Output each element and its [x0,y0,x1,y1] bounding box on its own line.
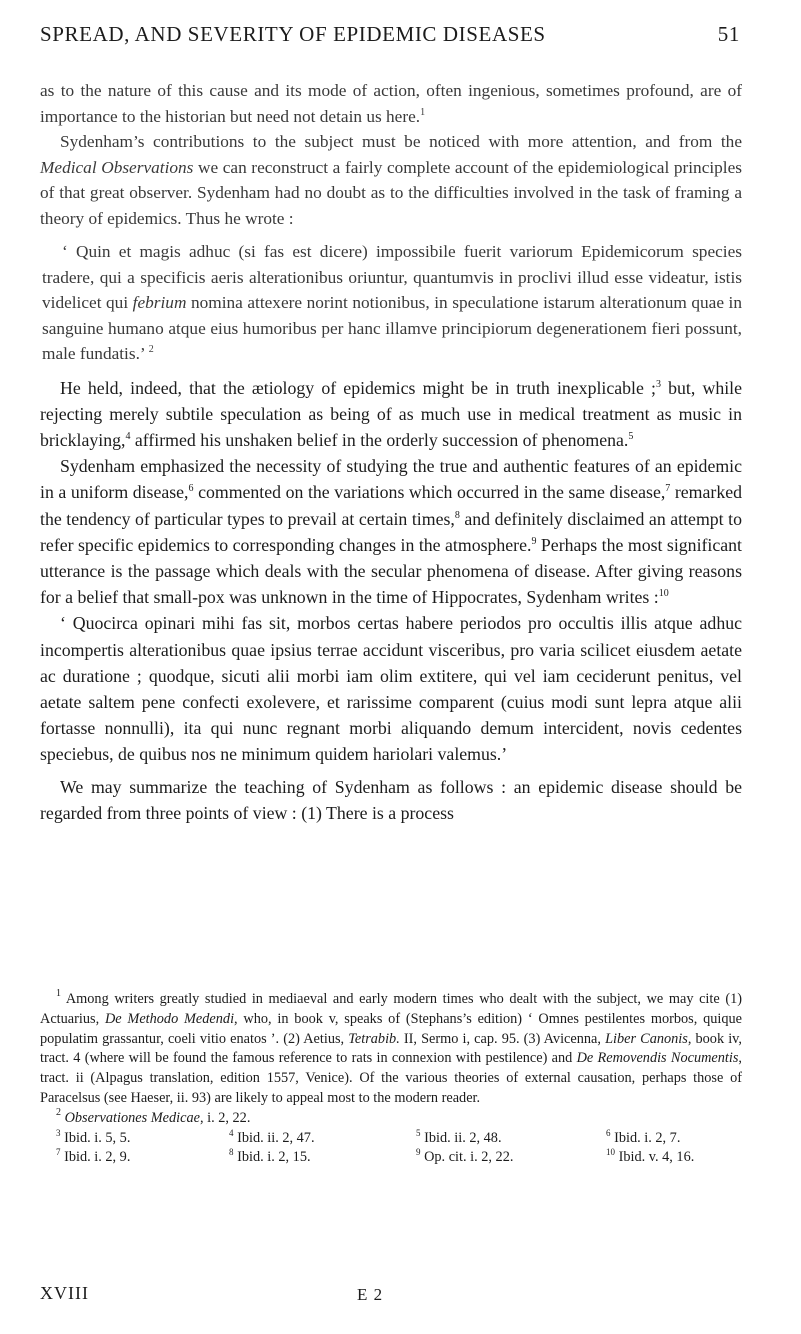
footnote-ref: 2 [148,344,154,355]
footnote-6: $^6$ Ibid. i. 2, 7. [606,1127,681,1146]
footnote-7: $^7$ Ibid. i. 2, 9. [56,1146,131,1165]
footnote-ref: 7 [665,483,671,495]
footnote-ref: 3 [655,378,661,390]
footnote-9: $^9$ Op. cit. i. 2, 22. [416,1146,514,1165]
volume-signature: XVIII [40,1283,89,1303]
latin-quote-1: ‘ Quin et magis adhuc (si fas est dicere) impossibile fuerit variorum Epidemicorum species tradere, qui a specificis aeris alterationibus oriuntur, quantumvis in proclivi illud esse videatur, istis videlicet qui febrium nomina attexere norint notionibus, in speculatione istarum alterationum quae in sanguine humano atque eius humoribus per hanc illamve principiorum degenerationem fieri possunt, male fundatis.’ $^2$ [42,242,742,363]
paragraph-3: He held, indeed, that the ætiology of epidemics might be in truth inexplicable ;$^3$ but, while rejecting merely subtile speculation as being of as much use in medical treatment as music in bricklaying,$^4$ affirmed his unshaken belief in the orderly succession of phenomena.$^5$ [40,377,742,450]
footnote-5: $^5$ Ibid. ii. 2, 48. [416,1127,502,1146]
main-text [40,78,742,826]
footnote-4: $^4$ Ibid. ii. 2, 47. [229,1127,315,1146]
paragraph-5: We may summarize the teaching of Sydenham as follows : an epidemic disease should be regarded from three points of view : (1) There is a process [40,776,742,823]
footnotes [40,990,742,1169]
footnote-ref: 1 [420,106,426,118]
footnote-ref: 9 [531,535,537,547]
latin-quote-2: ‘ Quocirca opinari mihi fas sit, morbos certas habere periodos pro occultis illis atque adhuc incompertis alterationibus quae ipsius terrae accidunt visceribus, pro varia scilicet eiusdem aetate ac duratione ; quodque, sicuti alii morbi iam olim extitere, qui vel iam ceciderunt penitus, vel aetate saltem pene confecti exolevere, et rarissime comparent (cuius modi sunt lepra atque alii fortasse nonnulli), ita qui nunc regnant morbi aliquando demum intercident, novis cedentes speciebus, de quibus nos ne minimum quidem hariolari valemus.’ [40,613,742,765]
paragraph-1: as to the nature of this cause and its mode of action, often ingenious, sometimes profound, are of importance to the historian but need not detain us here.$^1$ [40,81,742,126]
sheet-signature: E 2 [357,1285,384,1304]
running-title: SPREAD, AND SEVERITY OF EPIDEMIC DISEASES [40,22,546,46]
footnote-refs-grid [40,1129,742,1169]
footnote-8: $^8$ Ibid. i. 2, 15. [229,1146,311,1165]
footnote-10: $^{10}$ Ibid. v. 4, 16. [606,1146,695,1165]
running-header [40,18,740,58]
footnote-3: $^3$ Ibid. i. 5, 5. [56,1127,131,1146]
footnote-ref: 10 [658,588,669,600]
page-number: 51 [717,22,740,46]
footnote-ref: 4 [125,430,131,442]
footnote-2: $^2$ Observationes Medicae, i. 2, 22. [56,1106,251,1126]
footnote-1: $^1$ Among writers greatly studied in mediaeval and early modern times who dealt with the subject, we may cite (1) Actuarius, De Methodo Medendi, who, in book v, speaks of (Stephans’s edition) ‘ Omnes pestilentes morbos, quique populatim grassantur, coeli vitio enatos ’. (2) Aetius, Tetrabib. II, Sermo i, cap. 95. (3) Avicenna, Liber Canonis, book iv, tract. 4 (where will be found the famous reference to rats in connexion with pestilence) and De Removendis Nocumentis, tract. ii (Alpagus translation, edition 1557, Venice). Of the various theories of external causation, perhaps those of Paracelsus (see Haeser, ii. 93) are likely to appeal most to the modern reader. [40,988,742,1106]
paragraph-2: Sydenham’s contributions to the subject must be noticed with more attention, and from the Medical Observations we can reconstruct a fairly complete account of the epidemiological principles of that great observer. Sydenham had no doubt as to the difficulties involved in the task of framing a theory of epidemics. Thus he wrote : [40,132,743,228]
footnote-ref: 5 [628,430,634,442]
italic-title: Medical Observations [40,157,194,177]
italic-word: febrium [132,293,187,312]
footnote-ref: 8 [454,509,460,521]
footnote-ref: 6 [188,483,194,495]
paragraph-4: Sydenham emphasized the necessity of studying the true and authentic features of an epidemic in a uniform disease,$^6$ commented on the variations which occurred in the same disease,$^7$ remarked the tendency of particular types to prevail at certain times,$^8$ and definitely disclaimed an attempt to refer specific epidemics to corresponding changes in the atmosphere.$^9$ Perhaps the most significant utterance is the passage which deals with the secular phenomena of disease. After giving reasons for a belief that small-pox was unknown in the time of Hippocrates, Sydenham writes :$^{10}$ [40,456,742,608]
